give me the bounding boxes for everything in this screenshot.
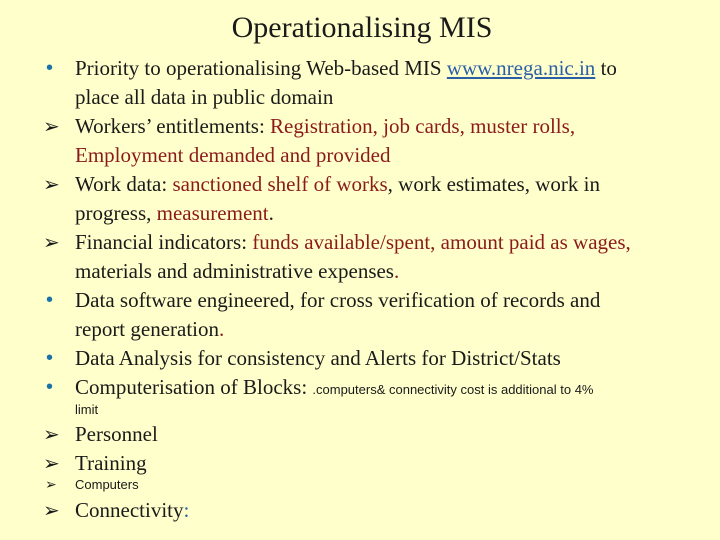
item-text: Personnel <box>75 422 158 446</box>
bullet-item-workers-entitlements <box>0 112 716 170</box>
item-label: Work data: <box>75 172 173 196</box>
item-text: . <box>268 201 274 225</box>
item-text-red: measurement <box>156 201 269 225</box>
arrow-bullet-icon: ➢ <box>43 230 60 254</box>
nrega-link[interactable]: www.nrega.nic.in <box>446 56 596 80</box>
bullet-dot-icon: • <box>46 347 54 369</box>
sub-item-connectivity <box>0 496 716 525</box>
item-text: report generation <box>75 317 220 341</box>
item-text: progress, <box>75 201 157 225</box>
item-text-red: funds available/spent, amount paid as wages, <box>252 230 631 254</box>
item-text: materials and administrative expenses <box>75 259 394 283</box>
item-label: Financial indicators: <box>75 230 253 254</box>
arrow-bullet-icon: ➢ <box>43 172 60 196</box>
bullet-item-work-data <box>0 170 716 228</box>
item-text-red: sanctioned shelf of works <box>172 172 388 196</box>
bullet-item-computerisation <box>0 373 716 404</box>
item-text-red: . <box>219 317 225 341</box>
bullet-item-data-analysis <box>0 344 716 373</box>
item-text-red: . <box>393 259 400 283</box>
slide-title: Operationalising MIS <box>231 11 493 44</box>
sub-item-personnel <box>0 420 716 449</box>
bullet-item-financial-indicators <box>0 228 716 286</box>
item-colon: : <box>183 498 190 522</box>
item-text-line2: Employment demanded and provided <box>75 143 391 167</box>
bullet-item-computerisation-cont <box>0 401 716 419</box>
sub-item-training <box>0 449 716 478</box>
item-text: Computerisation of Blocks: <box>75 375 313 399</box>
item-text: Data software engineered, for cross verification of records and <box>75 288 601 312</box>
arrow-bullet-icon: ➢ <box>43 422 60 446</box>
item-text: Registration, job cards, muster rolls, <box>270 114 576 138</box>
sub-item-computers <box>0 476 716 494</box>
item-text: Data Analysis for consistency and Alerts for District/Stats <box>75 346 561 370</box>
item-text: Connectivity <box>75 498 184 522</box>
item-note: .computers& connectivity cost is additional to 4% <box>312 382 594 397</box>
item-text: Training <box>75 451 147 475</box>
bullet-item-mis-priority <box>0 54 716 112</box>
item-text: Priority to operationalising Web-based MIS <box>75 56 447 80</box>
bullet-dot-icon: • <box>46 289 54 311</box>
bullet-dot-icon: • <box>46 57 54 79</box>
bullet-dot-icon: • <box>46 376 54 398</box>
arrow-bullet-icon: ➢ <box>43 451 60 475</box>
item-label: Workers’ entitlements: <box>75 114 271 138</box>
bullet-item-data-software <box>0 286 716 344</box>
item-text: , work estimates, work in <box>387 172 600 196</box>
item-text: Computers <box>75 477 139 492</box>
arrow-bullet-icon: ➢ <box>43 114 60 138</box>
arrow-bullet-icon: ➢ <box>43 498 60 522</box>
arrow-bullet-icon: ➢ <box>45 477 57 493</box>
item-note-line2: limit <box>75 402 99 417</box>
item-text: to <box>595 56 617 80</box>
item-text-line2: place all data in public domain <box>75 85 334 109</box>
